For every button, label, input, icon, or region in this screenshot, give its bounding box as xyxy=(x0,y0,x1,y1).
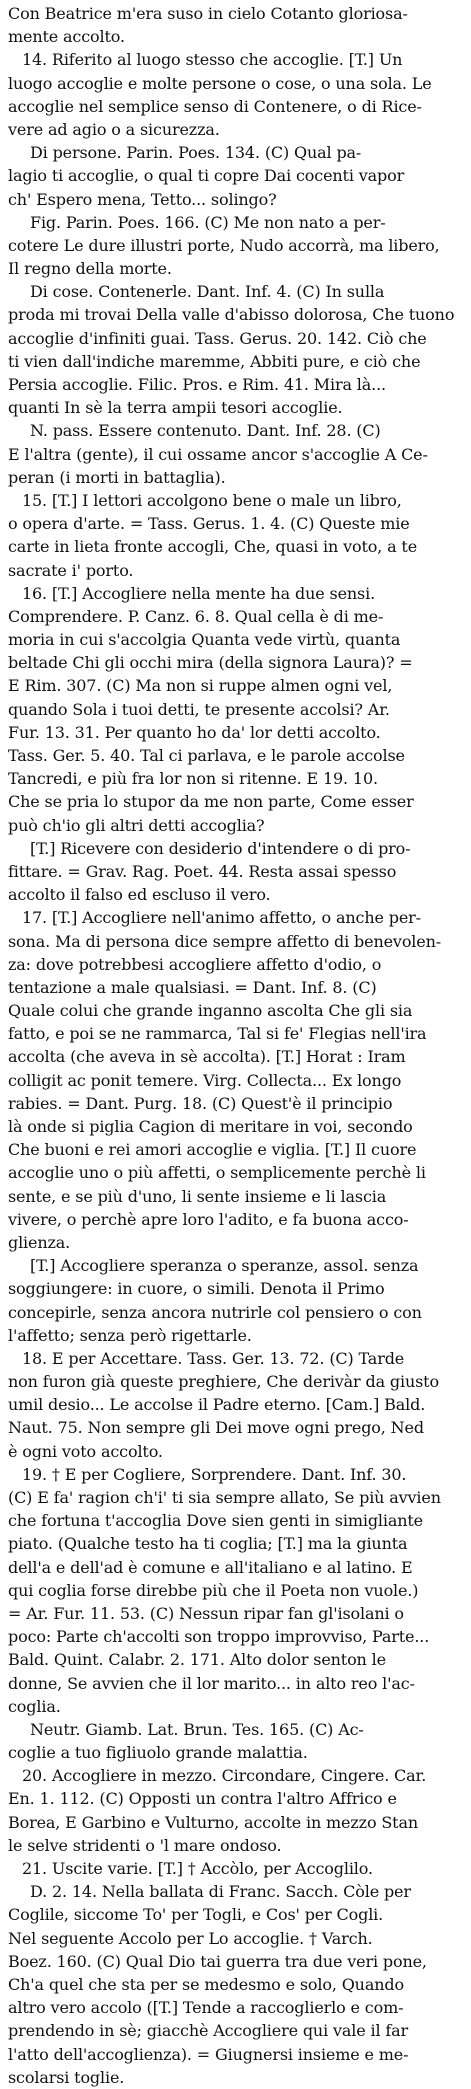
text-line: tentazione a male qualsiasi. = Dant. Inf. 8. (C) xyxy=(8,977,377,997)
text-line: Quale colui che grande inganno ascolta Che gli sia xyxy=(8,1001,413,1021)
text-line: là onde si piglia Cagion di meritare in voi, secondo xyxy=(8,1117,413,1136)
text-line: coglie a tuo figliuolo grande malattia. xyxy=(8,1743,308,1763)
text-line: beltade Chi gli occhi mira (della signora Laura)? = xyxy=(8,653,413,673)
text-line: za: dove potrebbesi accogliere affetto d'odio, o xyxy=(8,954,382,974)
text-line: Tancredi, e più fra lor non si ritenne. E 19. 10. xyxy=(8,769,378,789)
text-line: proda mi trovai Della valle d'abisso dolorosa, Che tuono xyxy=(8,305,455,325)
text-line: mente accolto. xyxy=(8,27,125,47)
text-line: ti vien dall'indiche maremme, Abbiti pure, e ciò che xyxy=(8,351,421,371)
text-line: poco: Parte ch'accolti son troppo improvviso, Parte... xyxy=(8,1627,430,1647)
text-line: che fortuna t'accoglia Dove sien genti in simigliante xyxy=(8,1511,423,1531)
text-line: prendendo in sè; giacchè Accogliere qui vale il far xyxy=(8,2021,409,2041)
text-line: E Rim. 307. (C) Ma non si ruppe almen ogni vel, xyxy=(8,676,393,696)
text-line: fittare. = Grav. Rag. Poet. 44. Resta assai spesso xyxy=(8,861,397,881)
text-line: dell'a e dell'ad è comune e all'italiano e al latino. E xyxy=(8,1557,413,1577)
text-line: Il regno della morte. xyxy=(8,259,172,279)
text-line: Ch'a quel che sta per se medesmo e solo, Quando xyxy=(8,1974,404,1994)
text-line: ch' Espero mena, Tetto... solingo? xyxy=(8,189,277,209)
text-line: vere ad agio o a sicurezza. xyxy=(8,119,220,139)
text-line: è ogni voto accolto. xyxy=(8,1441,163,1461)
text-line: glienza. xyxy=(8,1232,71,1252)
text-line: lagio ti accoglie, o qual ti copre Dai cocenti vapor xyxy=(8,166,405,186)
text-line: sente, e se più d'uno, li sente insieme e li lascia xyxy=(8,1186,387,1206)
text-line: o opera d'arte. = Tass. Gerus. 1. 4. (C) Queste mie xyxy=(8,514,410,534)
text-line: Boez. 160. (C) Qual Dio tai guerra tra due veri pone, xyxy=(8,1951,427,1971)
text-line: Comprendere. P. Canz. 6. 8. Qual cella è di me- xyxy=(8,606,384,626)
text-line: N. pass. Essere contenuto. Dant. Inf. 28. (C) xyxy=(30,421,381,441)
text-line: sona. Ma di persona dice sempre affetto di benevolen- xyxy=(8,931,441,951)
text-line: Tass. Ger. 5. 40. Tal ci parlava, e le parole accolse xyxy=(8,746,405,765)
text-line: luogo accoglie e molte persone o cose, o una sola. Le xyxy=(8,73,432,93)
text-line: carte in lieta fronte accogli, Che, quasi in voto, a te xyxy=(8,537,418,557)
text-line: Neutr. Giamb. Lat. Brun. Tes. 165. (C) Ac- xyxy=(30,1719,364,1739)
text-line: En. 1. 112. (C) Opposti un contra l'altro Affrico e xyxy=(8,1789,397,1809)
text-line: 15. [T.] I lettori accolgono bene o male un libro, xyxy=(22,490,402,510)
text-line: 16. [T.] Accogliere nella mente ha due sensi. xyxy=(22,583,376,603)
text-line: 14. Riferito al luogo stesso che accoglie. [T.] Un xyxy=(22,50,403,70)
text-line: cotere Le dure illustri porte, Nudo accorrà, ma libero, xyxy=(8,235,440,255)
text-line: = Ar. Fur. 11. 53. (C) Nessun ripar fan gl'isolani o xyxy=(8,1603,404,1623)
text-line: accoglie uno o più affetti, o semplicemente perchè li xyxy=(8,1163,426,1183)
text-line: può ch'io gli altri detti accoglia? xyxy=(8,815,265,835)
text-line: rabies. = Dant. Purg. 18. (C) Quest'è il principio xyxy=(8,1093,393,1113)
text-line: peran (i morti in battaglia). xyxy=(8,467,226,487)
text-line: accoglie nel semplice senso di Contenere, o di Rice- xyxy=(8,96,422,116)
text-line: 18. E per Accettare. Tass. Ger. 13. 72. (C) Tarde xyxy=(22,1348,405,1368)
text-line: 19. † E per Cogliere, Sorprendere. Dant. Inf. 30. xyxy=(22,1464,407,1484)
text-line: E l'altra (gente), il cui ossame ancor s'accoglie A Ce- xyxy=(8,444,428,464)
text-line: Nel seguente Accolo per Lo accoglie. † Varch. xyxy=(8,1928,373,1948)
text-line: scolarsi toglie. xyxy=(8,2067,125,2087)
text-line: umil desio... Le accolse il Padre eterno. [Cam.] Bald. xyxy=(8,1395,426,1415)
text-line: Naut. 75. Non sempre gli Dei move ogni prego, Ned xyxy=(8,1418,424,1438)
text-line: Che buoni e rei amori accoglie e viglia. [T.] Il cuore xyxy=(8,1140,417,1160)
text-line: le selve stridenti o 'l mare ondoso. xyxy=(8,1835,282,1855)
text-line: altro vero accolo ([T.] Tende a raccoglierlo e com- xyxy=(8,1998,404,2018)
text-line: Bald. Quint. Calabr. 2. 171. Alto dolor senton le xyxy=(8,1650,386,1670)
text-line: soggiungere: in cuore, o simili. Denota il Primo xyxy=(8,1279,385,1299)
text-line: piato. (Qualche testo ha ti coglia; [T.] ma la giunta xyxy=(8,1534,408,1554)
text-line: accoglie d'infiniti guai. Tass. Gerus. 20. 142. Ciò che xyxy=(8,328,427,348)
text-line: colligit ac ponit temere. Virg. Collecta... Ex longo xyxy=(8,1070,402,1090)
text-line: concepirle, senza ancora nutrirle col pensiero o con xyxy=(8,1302,422,1322)
text-line: Persia accoglie. Filic. Pros. e Rim. 41. Mira là... xyxy=(8,375,386,394)
text-line: 20. Accogliere in mezzo. Circondare, Cingere. Car. xyxy=(22,1766,427,1786)
text-line: vivere, o perchè apre loro l'adito, e fa buona acco- xyxy=(8,1209,409,1229)
text-line: quando Sola i tuoi detti, te presente accolsi? Ar. xyxy=(8,699,390,719)
text-line: Borea, E Garbino e Vulturno, accolte in mezzo Stan xyxy=(8,1812,418,1832)
text-line: l'affetto; senza però rigettarle. xyxy=(8,1325,252,1345)
text-line: accolto il falso ed escluso il vero. xyxy=(8,885,271,905)
text-line: Che se pria lo stupor da me non parte, Come esser xyxy=(8,792,414,812)
text-line: qui coglia forse direbbe più che il Poeta non vuole.) xyxy=(8,1580,419,1600)
text-line: accolta (che aveva in sè accolta). [T.] Horat : Iram xyxy=(8,1047,406,1067)
text-line: fatto, e poi se ne rammarca, Tal si fe' Flegias nell'ira xyxy=(8,1024,427,1044)
text-line: Con Beatrice m'era suso in cielo Cotanto gloriosa- xyxy=(8,4,408,23)
text-line: D. 2. 14. Nella ballata di Franc. Sacch. Còle per xyxy=(30,1882,411,1902)
text-line: [T.] Accogliere speranza o speranze, assol. senza xyxy=(30,1256,419,1276)
text-line: 21. Uscite varie. [T.] † Accòlo, per Accoglilo. xyxy=(22,1859,373,1878)
text-line: Fig. Parin. Poes. 166. (C) Me non nato a per- xyxy=(30,212,386,232)
text-line: moria in cui s'accolgia Quanta vede virtù, quanta xyxy=(8,630,401,650)
text-line: donne, Se avvien che il lor marito... in alto reo l'ac- xyxy=(8,1673,415,1693)
text-line: (C) E fa' ragion ch'i' ti sia sempre allato, Se più avvien xyxy=(8,1488,441,1507)
text-line: [T.] Ricevere con desiderio d'intendere o di pro- xyxy=(30,838,411,858)
text-line: sacrate i' porto. xyxy=(8,560,134,580)
text-line: Di cose. Contenerle. Dant. Inf. 4. (C) In sulla xyxy=(30,282,385,302)
text-line: l'atto dell'accoglienza). = Giugnersi insieme e me- xyxy=(8,2044,409,2064)
text-line: Coglile, siccome To' per Togli, e Cos' per Cogli. xyxy=(8,1905,384,1925)
text-line: Di persone. Parin. Poes. 134. (C) Qual pa- xyxy=(30,143,362,163)
text-line: coglia. xyxy=(8,1696,61,1716)
text-line: non furon già queste preghiere, Che derivàr da giusto xyxy=(8,1372,439,1392)
text-line: Fur. 13. 31. Per quanto ho da' lor detti accolto. xyxy=(8,722,381,742)
text-line: 17. [T.] Accogliere nell'animo affetto, o anche per- xyxy=(22,908,421,928)
text-line: quanti In sè la terra ampii tesori accoglie. xyxy=(8,398,343,418)
